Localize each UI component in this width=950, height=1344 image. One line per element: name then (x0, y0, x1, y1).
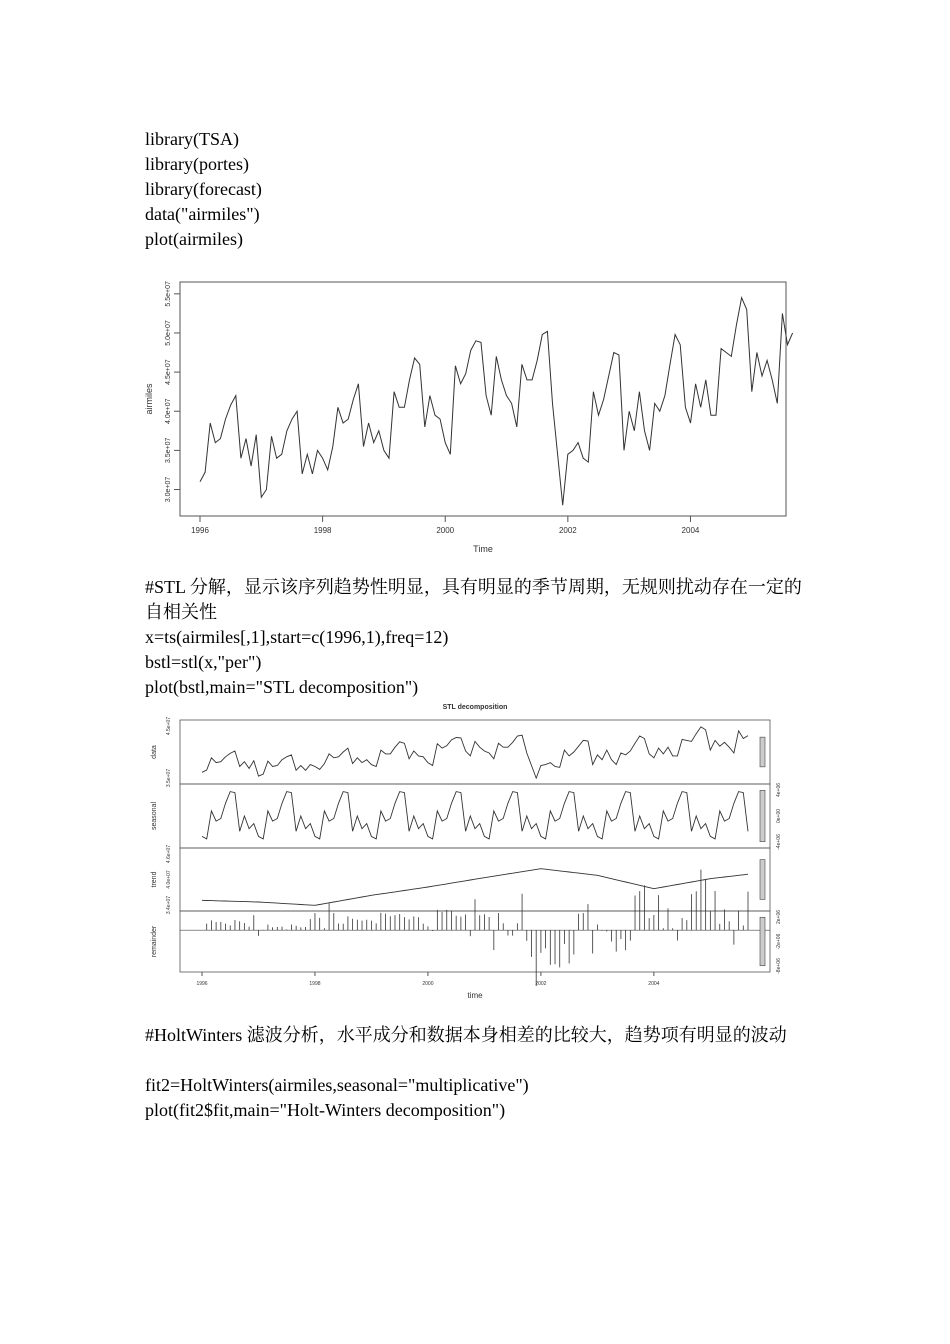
seasonal-y-tick-label: 0e+00 (776, 808, 782, 824)
trend-y-tick-label: 3.4e+07 (166, 895, 172, 915)
x-tick-label: 1998 (309, 981, 321, 987)
trend-y-tick-label: 4.6e+07 (166, 844, 172, 864)
x-tick-label: 1996 (196, 981, 208, 987)
code-line: library(portes) (145, 154, 249, 174)
x-tick-label: 2002 (558, 526, 577, 535)
x-tick-label: 1998 (313, 526, 332, 535)
remainder-panel-label: remainder (151, 925, 158, 958)
y-tick-label: 4.5e+07 (165, 359, 172, 385)
x-tick-label: 2004 (681, 526, 700, 535)
x-tick-label: 2002 (535, 981, 547, 987)
code-line: library(TSA) (145, 129, 239, 149)
x-tick-label: 2000 (436, 526, 455, 535)
code-line: x=ts(airmiles[,1],start=c(1996,1),freq=12) (145, 627, 449, 647)
x-tick-label: 1996 (191, 526, 209, 535)
code-line: plot(airmiles) (145, 229, 243, 249)
code-line: library(forecast) (145, 179, 262, 199)
seasonal-y-tick-label: -4e+06 (776, 834, 782, 850)
x-tick-label: 2000 (422, 981, 434, 987)
code-line: bstl=stl(x,"per") (145, 652, 262, 672)
plot-frame (180, 282, 786, 516)
y-tick-label: 5.0e+07 (165, 320, 172, 346)
data-range-bar (760, 737, 765, 767)
y-tick-label: 4.0e+07 (165, 398, 172, 424)
trend-range-bar (760, 860, 765, 900)
stl-decomposition-plot (140, 700, 800, 1005)
code-line: fit2=HoltWinters(airmiles,seasonal="multiplicative") (145, 1075, 529, 1095)
trend-y-tick-label: 4.0e+07 (166, 870, 172, 889)
code-line: plot(fit2$fit,main="Holt-Winters decomposition") (145, 1100, 506, 1120)
trend-panel-label: trend (151, 871, 158, 888)
seasonal-panel-label: seasonal (151, 801, 158, 831)
data-series-line (202, 727, 748, 778)
y-tick-label: 3.5e+07 (165, 437, 172, 464)
remainder-y-tick-label: 2e+06 (776, 909, 782, 925)
data-panel-label: data (151, 745, 158, 759)
holtwinters-comment: #HoltWinters 滤波分析，水平成分和数据本身相差的比较大，趋势项有明显的波动 (145, 1025, 787, 1045)
remainder-y-tick-label: -2e+06 (776, 933, 782, 950)
stl-title: STL decomposition (442, 704, 508, 711)
airmiles-plot (140, 268, 800, 560)
code-line: data("airmiles") (145, 204, 260, 224)
code-line: plot(bstl,main="STL decomposition") (145, 677, 419, 697)
seasonal-range-bar (760, 790, 765, 841)
data-y-tick-label: 4.5e+07 (166, 716, 172, 736)
seasonal-y-tick-label: 4e+06 (776, 782, 782, 798)
y-axis-label: airmiles (144, 383, 154, 415)
x-axis-label: time (467, 991, 483, 1000)
x-tick-label: 2004 (648, 981, 660, 987)
x-axis-label: Time (473, 544, 493, 554)
remainder-range-bar (760, 917, 765, 965)
data-y-tick-label: 3.5e+07 (166, 768, 172, 788)
remainder-y-tick-label: -8e+06 (776, 958, 782, 974)
seasonal-series-line (202, 792, 748, 839)
airmiles-series-line (200, 298, 793, 506)
panel-frame-data (180, 720, 770, 784)
y-tick-label: 3.0e+07 (165, 476, 172, 503)
stl-comment: #STL 分解，显示该序列趋势性明显，具有明显的季节周期，无规则扰动存在一定的自相关性 (145, 577, 802, 622)
y-tick-label: 5.5e+07 (165, 281, 172, 307)
